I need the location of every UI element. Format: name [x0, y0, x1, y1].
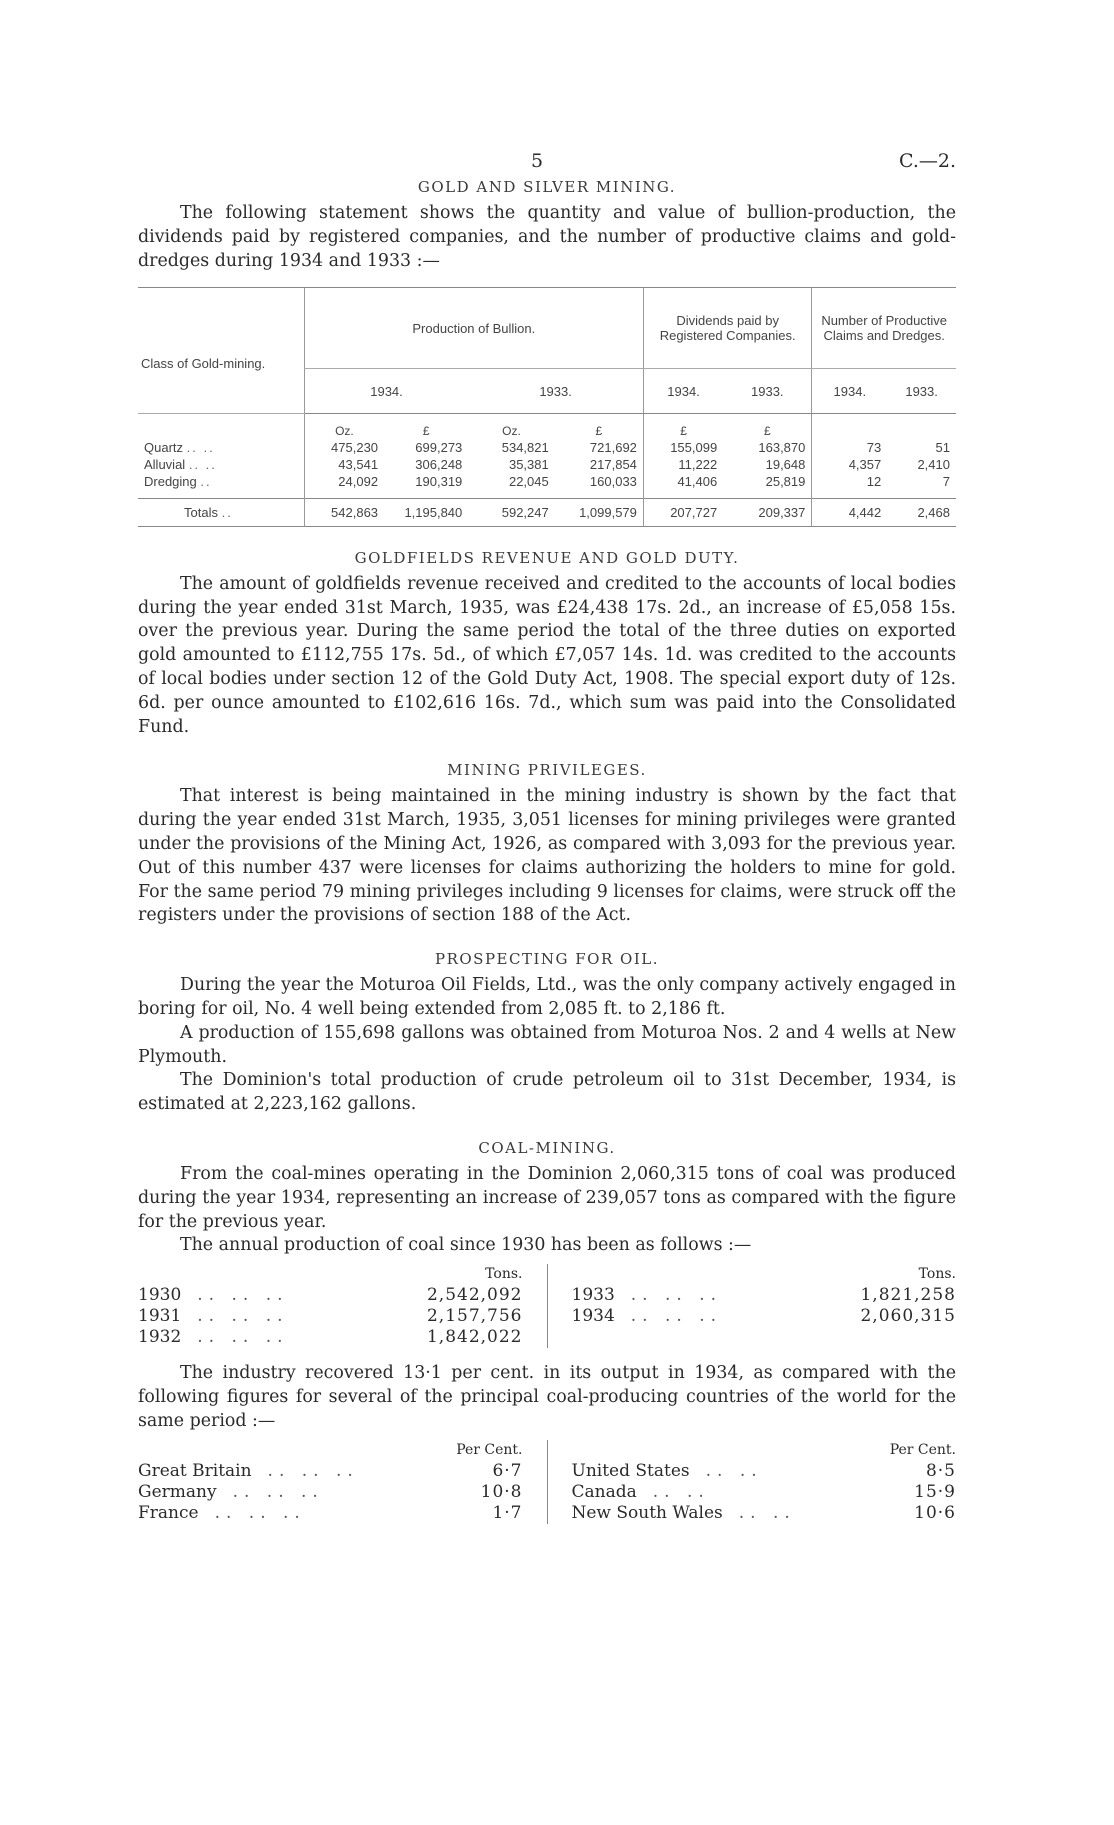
- year-label: 1933: [571, 1285, 615, 1306]
- leader-dots: .. ..: [652, 1481, 710, 1502]
- country-right-column: [548, 1440, 957, 1524]
- leader-dots: .. ..: [738, 1502, 796, 1523]
- totals-cell: 207,727: [643, 498, 723, 526]
- country-name: Great Britain: [138, 1460, 252, 1481]
- coal-production-right-column: [548, 1264, 957, 1348]
- row-label: Dredging: [144, 474, 197, 490]
- tons-value: 2,542,092: [426, 1285, 523, 1306]
- oil-paragraph-3: The Dominion's total production of crude petroleum oil to 31st December, 1934, is estimated at 2,223,162 gallons.: [138, 1070, 956, 1115]
- table-cell: 4,357: [812, 456, 887, 473]
- list-item: [572, 1285, 957, 1306]
- country-name: Canada: [571, 1481, 637, 1502]
- revenue-heading: GOLDFIELDS REVENUE AND GOLD DUTY.: [354, 548, 740, 567]
- table-row: [138, 473, 956, 490]
- gold-mining-heading: GOLD AND SILVER MINING.: [417, 178, 677, 196]
- coal-production-list: [138, 1264, 956, 1348]
- totals-cell: 2,468: [887, 498, 956, 526]
- table-cell: 35,381: [508, 457, 549, 473]
- leader-dots: .. ..: [186, 440, 215, 456]
- country-name: United States: [571, 1460, 690, 1481]
- leader-dots: .. .. ..: [232, 1481, 324, 1502]
- per-cent-label: Per Cent.: [889, 1441, 956, 1458]
- per-cent-value: 10·8: [480, 1481, 523, 1502]
- table-cell: 12: [812, 473, 887, 490]
- tons-value: 1,842,022: [426, 1327, 523, 1348]
- table-cell: 475,230: [304, 439, 384, 456]
- leader-dots: .. .. ..: [630, 1306, 722, 1327]
- table-cell: 24,092: [304, 473, 384, 490]
- per-cent-label: Per Cent.: [456, 1441, 523, 1458]
- table-cell: 163,870: [758, 440, 806, 456]
- leader-dots: .. .. ..: [197, 1285, 289, 1306]
- table-cell: 721,692: [589, 440, 637, 456]
- coal-paragraph-1: From the coal-mines operating in the Dominion 2,060,315 tons of coal was produced during the year 1934, representing an increase of 239,057 tons as compared with the figure for the previous year.: [138, 1164, 956, 1232]
- table-cell: 73: [812, 439, 887, 456]
- table-cell: 43,541: [304, 456, 384, 473]
- table-cell: 19,648: [765, 457, 806, 473]
- leader-dots: .. .. ..: [197, 1306, 289, 1327]
- unit-label: £: [595, 424, 603, 439]
- page-header: [138, 150, 956, 178]
- row-label: Quartz: [144, 440, 184, 456]
- table-cell: 7: [942, 474, 950, 490]
- totals-cell: 209,337: [723, 498, 812, 526]
- coal-paragraph-2: The annual production of coal since 1930 has been as follows :—: [180, 1235, 752, 1256]
- privileges-paragraph: That interest is being maintained in the mining industry is shown by the fact that during the year ended 31st March, 1935, 3,051 licenses for mining privileges were granted under the provisions of the Mining Act, 1926, as compared with 3,093 for the previous year. Out of this number 437 were licenses for claims authorizing the holders to mine for gold. For the same period 79 mining privileges including 9 licenses for claims, were struck off the registers under the provisions of section 188 of the Act.: [138, 786, 956, 926]
- country-comparison-list: [138, 1440, 956, 1524]
- list-item: [138, 1503, 523, 1524]
- totals-cell: 1,195,840: [384, 498, 468, 526]
- leader-dots: .. ..: [705, 1460, 763, 1481]
- year-header: 1934.: [643, 369, 723, 414]
- table-row: [138, 456, 956, 473]
- leader-dots: .. .. ..: [214, 1502, 306, 1523]
- list-item: [572, 1306, 957, 1327]
- year-header: 1933.: [468, 369, 643, 414]
- list-item: [138, 1306, 523, 1327]
- totals-cell: 4,442: [812, 498, 887, 526]
- table-cell: 41,406: [643, 473, 723, 490]
- unit-label: £: [422, 424, 430, 439]
- tons-label: Tons.: [485, 1266, 523, 1283]
- year-header: 1933.: [887, 369, 956, 414]
- leader-dots: ..: [221, 504, 233, 520]
- bullion-table: [138, 287, 956, 527]
- per-cent-value: 6·7: [492, 1460, 523, 1481]
- totals-label: Totals: [184, 504, 218, 520]
- units-row: [138, 414, 956, 440]
- country-left-column: [138, 1440, 548, 1524]
- table-cell: 699,273: [415, 440, 463, 456]
- year-header: 1934.: [812, 369, 887, 414]
- list-item: [572, 1461, 957, 1482]
- oil-paragraph-2: A production of 155,698 gallons was obtained from Moturoa Nos. 2 and 4 wells at New Plymouth.: [138, 1022, 956, 1067]
- country-name: France: [138, 1502, 199, 1523]
- leader-dots: .. .. ..: [267, 1460, 359, 1481]
- totals-row: [138, 498, 956, 526]
- table-cell: 160,033: [589, 474, 637, 490]
- leader-dots: ..: [200, 474, 212, 490]
- table-cell: 22,045: [508, 474, 549, 490]
- tons-value: 2,157,756: [426, 1306, 523, 1327]
- list-item: [138, 1285, 523, 1306]
- dividends-column-header: Dividends paid by Registered Companies.: [643, 288, 811, 369]
- tons-value: 1,821,258: [860, 1285, 956, 1306]
- table-cell: 2,410: [917, 457, 950, 473]
- unit-label: £: [763, 424, 771, 439]
- year-header: 1933.: [723, 369, 812, 414]
- table-cell: 217,854: [589, 457, 637, 473]
- leader-dots: .. ..: [188, 457, 217, 473]
- list-item: [138, 1461, 523, 1482]
- year-label: 1930: [138, 1285, 182, 1306]
- paper-reference: C.—2.: [898, 150, 956, 172]
- coal-production-left-column: [138, 1264, 548, 1348]
- coal-heading: COAL-MINING.: [478, 1139, 616, 1158]
- year-label: 1934: [571, 1306, 615, 1327]
- table-cell: 190,319: [415, 474, 463, 490]
- country-name: New South Wales: [571, 1502, 723, 1523]
- gold-mining-intro: The following statement shows the quantity and value of bullion-production, the dividends paid by registered companies, and the number of productive claims and gold-dredges during 1934 and 1933 :—: [138, 203, 956, 271]
- totals-cell: 542,863: [304, 498, 384, 526]
- per-cent-value: 1·7: [492, 1502, 523, 1523]
- unit-label: £: [643, 414, 723, 440]
- table-cell: 155,099: [643, 439, 723, 456]
- oil-heading: PROSPECTING FOR OIL.: [434, 950, 659, 969]
- unit-label: Oz.: [304, 414, 384, 440]
- production-column-header: Production of Bullion.: [304, 288, 643, 369]
- leader-dots: .. .. ..: [197, 1327, 289, 1348]
- privileges-heading: MINING PRIVILEGES.: [447, 761, 647, 780]
- oil-paragraph-1: During the year the Moturoa Oil Fields, Ltd., was the only company actively engaged in boring for oil, No. 4 well being extended from 2,085 ft. to 2,186 ft.: [138, 975, 956, 1020]
- table-cell: 11,222: [643, 456, 723, 473]
- row-label: Alluvial: [144, 457, 186, 473]
- table-row: [138, 439, 956, 456]
- class-column-header: Class of Gold-mining.: [138, 288, 304, 414]
- per-cent-value: 8·5: [925, 1460, 956, 1481]
- year-label: 1931: [138, 1306, 182, 1327]
- document-page: [138, 150, 956, 1524]
- table-cell: 51: [935, 440, 950, 456]
- list-item: [138, 1327, 523, 1348]
- claims-column-header: Number of Productive Claims and Dredges.: [812, 288, 956, 369]
- revenue-paragraph: The amount of goldfields revenue received and credited to the accounts of local bodies during the year ended 31st March, 1935, was £24,438 17s. 2d., an increase of £5,058 15s. over the previous year. During the same period the total of the three duties on exported gold amounted to £112,755 17s. 5d., of which £7,057 14s. 1d. was credited to the accounts of local bodies under section 12 of the Gold Duty Act, 1908. The special export duty of 12s. 6d. per ounce amounted to £102,616 16s. 7d., which sum was paid into the Consolidated Fund.: [138, 573, 956, 737]
- unit-label: Oz.: [502, 424, 521, 439]
- country-name: Germany: [138, 1481, 217, 1502]
- list-item: [138, 1482, 523, 1503]
- totals-cell: 1,099,579: [555, 498, 644, 526]
- table-cell: 306,248: [415, 457, 463, 473]
- totals-cell: 592,247: [468, 498, 554, 526]
- per-cent-value: 15·9: [914, 1481, 956, 1502]
- table-cell: 25,819: [765, 474, 806, 490]
- leader-dots: .. .. ..: [630, 1285, 722, 1306]
- per-cent-value: 10·6: [914, 1502, 956, 1523]
- table-cell: 534,821: [501, 440, 549, 456]
- tons-label: Tons.: [918, 1266, 956, 1283]
- list-item: [572, 1503, 957, 1524]
- list-item: [572, 1482, 957, 1503]
- tons-value: 2,060,315: [860, 1306, 956, 1327]
- year-label: 1932: [138, 1327, 182, 1348]
- coal-paragraph-3: The industry recovered 13·1 per cent. in its output in 1934, as compared with the following figures for several of the principal coal-producing countries of the world for the same period :—: [138, 1363, 956, 1431]
- page-number: 5: [531, 150, 544, 172]
- year-header: 1934.: [304, 369, 468, 414]
